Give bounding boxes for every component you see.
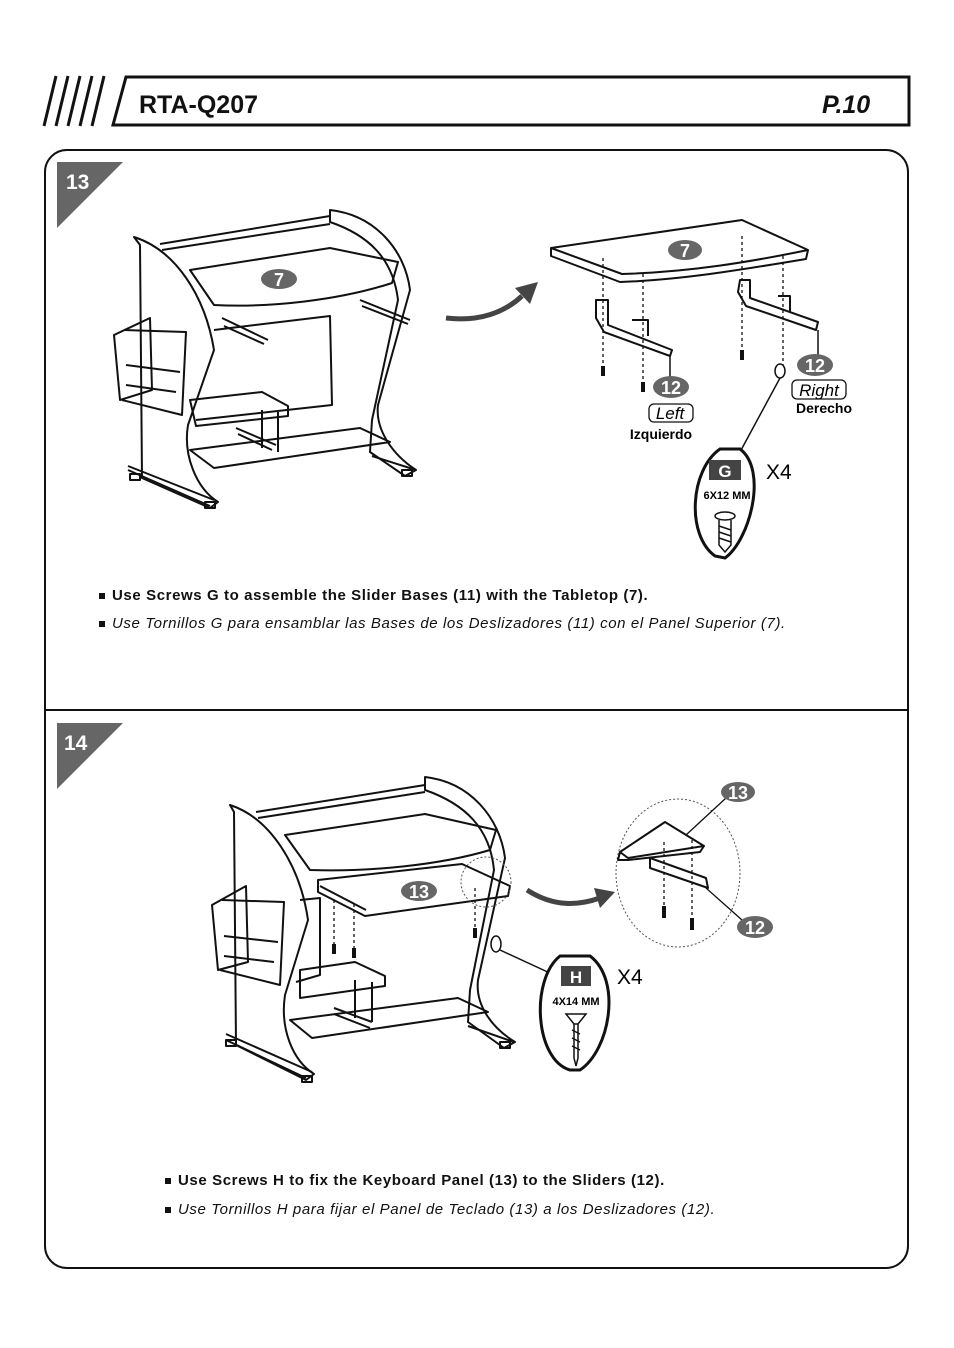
screw-h-size: 4X14 MM: [552, 996, 600, 1008]
step14-instruction-en-row: [165, 1172, 665, 1189]
screw-h-letter: H: [569, 968, 583, 987]
detail-right-slider: [738, 280, 818, 330]
step13-detail-part-label: 7: [679, 241, 691, 261]
screw-h-qty: X4: [617, 966, 643, 989]
step14-arrow-icon: [527, 890, 600, 903]
step13-instruction-en: Use Screws G to assemble the Slider Bases (11) with the Tabletop (7).: [112, 587, 649, 604]
step14-detail-bottom-badge: 12: [744, 918, 766, 938]
model-title: RTA-Q207: [139, 91, 259, 119]
bullet-icon: [99, 621, 105, 627]
step13-left-en: Left: [655, 404, 685, 423]
desk14-left-panel: [230, 805, 314, 1080]
step14-main-part-label: 13: [408, 882, 430, 902]
step14-instruction-es-row: [165, 1201, 715, 1218]
step14-detail-circle: [616, 799, 740, 947]
step14-detail-top-badge: 13: [727, 783, 749, 803]
detail-keyboard-panel: [618, 822, 704, 860]
bullet-icon: [99, 593, 105, 599]
step13-left-badge: 12: [660, 378, 682, 398]
step13-instruction-es-row: [99, 615, 786, 632]
page-number: P.10: [822, 91, 871, 119]
step13-right-es: Derecho: [795, 400, 853, 416]
desk-left-panel: [134, 237, 218, 508]
step14-number: 14: [64, 732, 88, 755]
screw-g-qty: X4: [766, 461, 792, 484]
bullet-icon: [165, 1207, 171, 1213]
step13-instruction-en-row: [99, 587, 648, 604]
screw-g-size: 6X12 MM: [703, 490, 751, 502]
step14-illustration: [0, 700, 954, 1130]
detail14-slider: [650, 858, 708, 888]
step13-instruction-es: Use Tornillos G para ensamblar las Bases de los Deslizadores (11) con el Panel Superior (7).: [112, 615, 786, 632]
detail-left-slider: [596, 300, 672, 356]
step13-right-en: Right: [799, 381, 839, 400]
bullet-icon: [165, 1178, 171, 1184]
screw-g-letter: G: [718, 462, 732, 481]
step13-main-part-label: 7: [273, 270, 285, 290]
step14-instruction-en: Use Screws H to fix the Keyboard Panel (13) to the Sliders (12).: [178, 1172, 665, 1189]
step13-arrow-icon: [446, 296, 522, 319]
step13-number: 13: [66, 171, 90, 194]
step14-instruction-es: Use Tornillos H para fijar el Panel de Teclado (13) a los Deslizadores (12).: [178, 1201, 716, 1218]
step13-right-badge: 12: [804, 356, 826, 376]
step13-left-es: Izquierdo: [629, 426, 693, 442]
